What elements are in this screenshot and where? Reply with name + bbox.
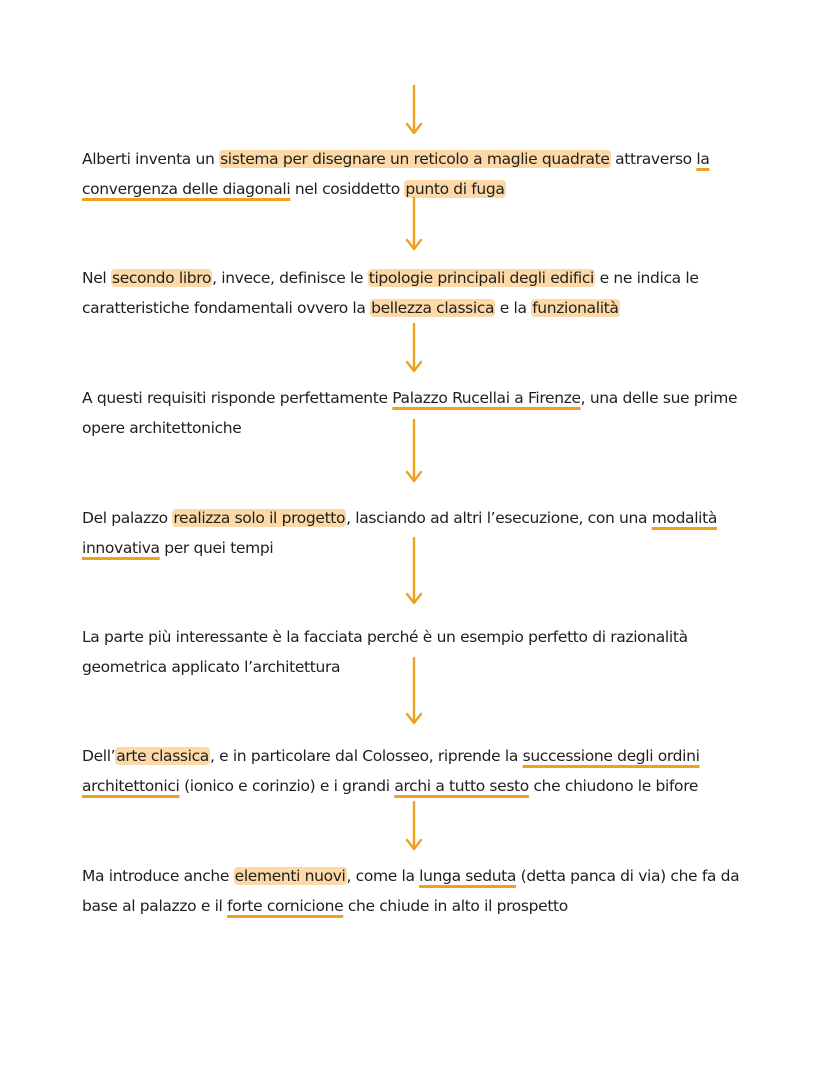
text-run: , lasciando ad altri l’esecuzione, con una <box>346 509 652 527</box>
text-run: , e in particolare dal Colosseo, riprende la <box>209 747 523 765</box>
text-run: Del palazzo <box>82 509 173 527</box>
text-run: Ma introduce anche <box>82 867 234 885</box>
arrow-down-icon <box>404 656 424 726</box>
text-run: Nel <box>82 269 111 287</box>
paragraph-second-book <box>82 263 762 323</box>
highlighted-text: tipologie principali degli edifici <box>368 269 595 287</box>
highlighted-text: funzionalità <box>532 299 619 317</box>
text-run: A questi requisiti risponde perfettamente <box>82 389 393 407</box>
arrow-down-icon <box>404 800 424 852</box>
highlighted-text: bellezza classica <box>371 299 495 317</box>
highlighted-text: sistema per disegnare un reticolo a maglie quadrate <box>220 150 610 168</box>
arrow-down-icon <box>404 84 424 136</box>
highlighted-text: realizza solo il progetto <box>173 509 346 527</box>
text-run: che chiude in alto il prospetto <box>343 897 568 915</box>
text-run: attraverso <box>610 150 697 168</box>
text-run: , invece, definisce le <box>212 269 368 287</box>
arrow-down-icon <box>404 322 424 374</box>
text-run: e ne indica le caratteristiche fondamentali ovvero la <box>82 269 699 317</box>
text-run: , una delle sue prime opere architettoniche <box>82 389 738 437</box>
text-run: e la <box>495 299 532 317</box>
paragraph-perspective <box>82 144 762 204</box>
highlighted-text: arte classica <box>116 747 209 765</box>
text-run: , come la <box>346 867 420 885</box>
arrow-down-icon <box>404 536 424 606</box>
underlined-text: forte cornicione <box>227 897 344 915</box>
text-run: La parte più interessante è la facciata perché è un esempio perfetto di razionalità geometrica applicato l’architettura <box>82 628 688 676</box>
text-run: Alberti inventa un <box>82 150 220 168</box>
arrow-down-icon <box>404 418 424 484</box>
highlighted-text: secondo libro <box>111 269 212 287</box>
underlined-text: lunga seduta <box>419 867 517 885</box>
text-run: per quei tempi <box>159 539 274 557</box>
text-run: (detta panca di via) che fa da base al palazzo e il <box>82 867 740 915</box>
text-run: Dell’ <box>82 747 116 765</box>
text-run: (ionico e corinzio) e i grandi <box>179 777 395 795</box>
underlined-text: successione degli ordini architettonici <box>82 747 700 795</box>
paragraph-new-elements <box>82 861 762 921</box>
paragraph-classical-art <box>82 741 762 801</box>
highlighted-text: elementi nuovi <box>234 867 346 885</box>
text-run: che chiudono le bifore <box>528 777 699 795</box>
underlined-text: archi a tutto sesto <box>394 777 529 795</box>
arrow-down-icon <box>404 196 424 252</box>
highlighted-text: punto di fuga <box>405 180 505 198</box>
underlined-text: Palazzo Rucellai a Firenze <box>392 389 581 407</box>
underlined-text: la convergenza delle diagonali <box>82 150 710 198</box>
text-run: nel cosiddetto <box>290 180 405 198</box>
underlined-text: modalità innovativa <box>82 509 717 557</box>
